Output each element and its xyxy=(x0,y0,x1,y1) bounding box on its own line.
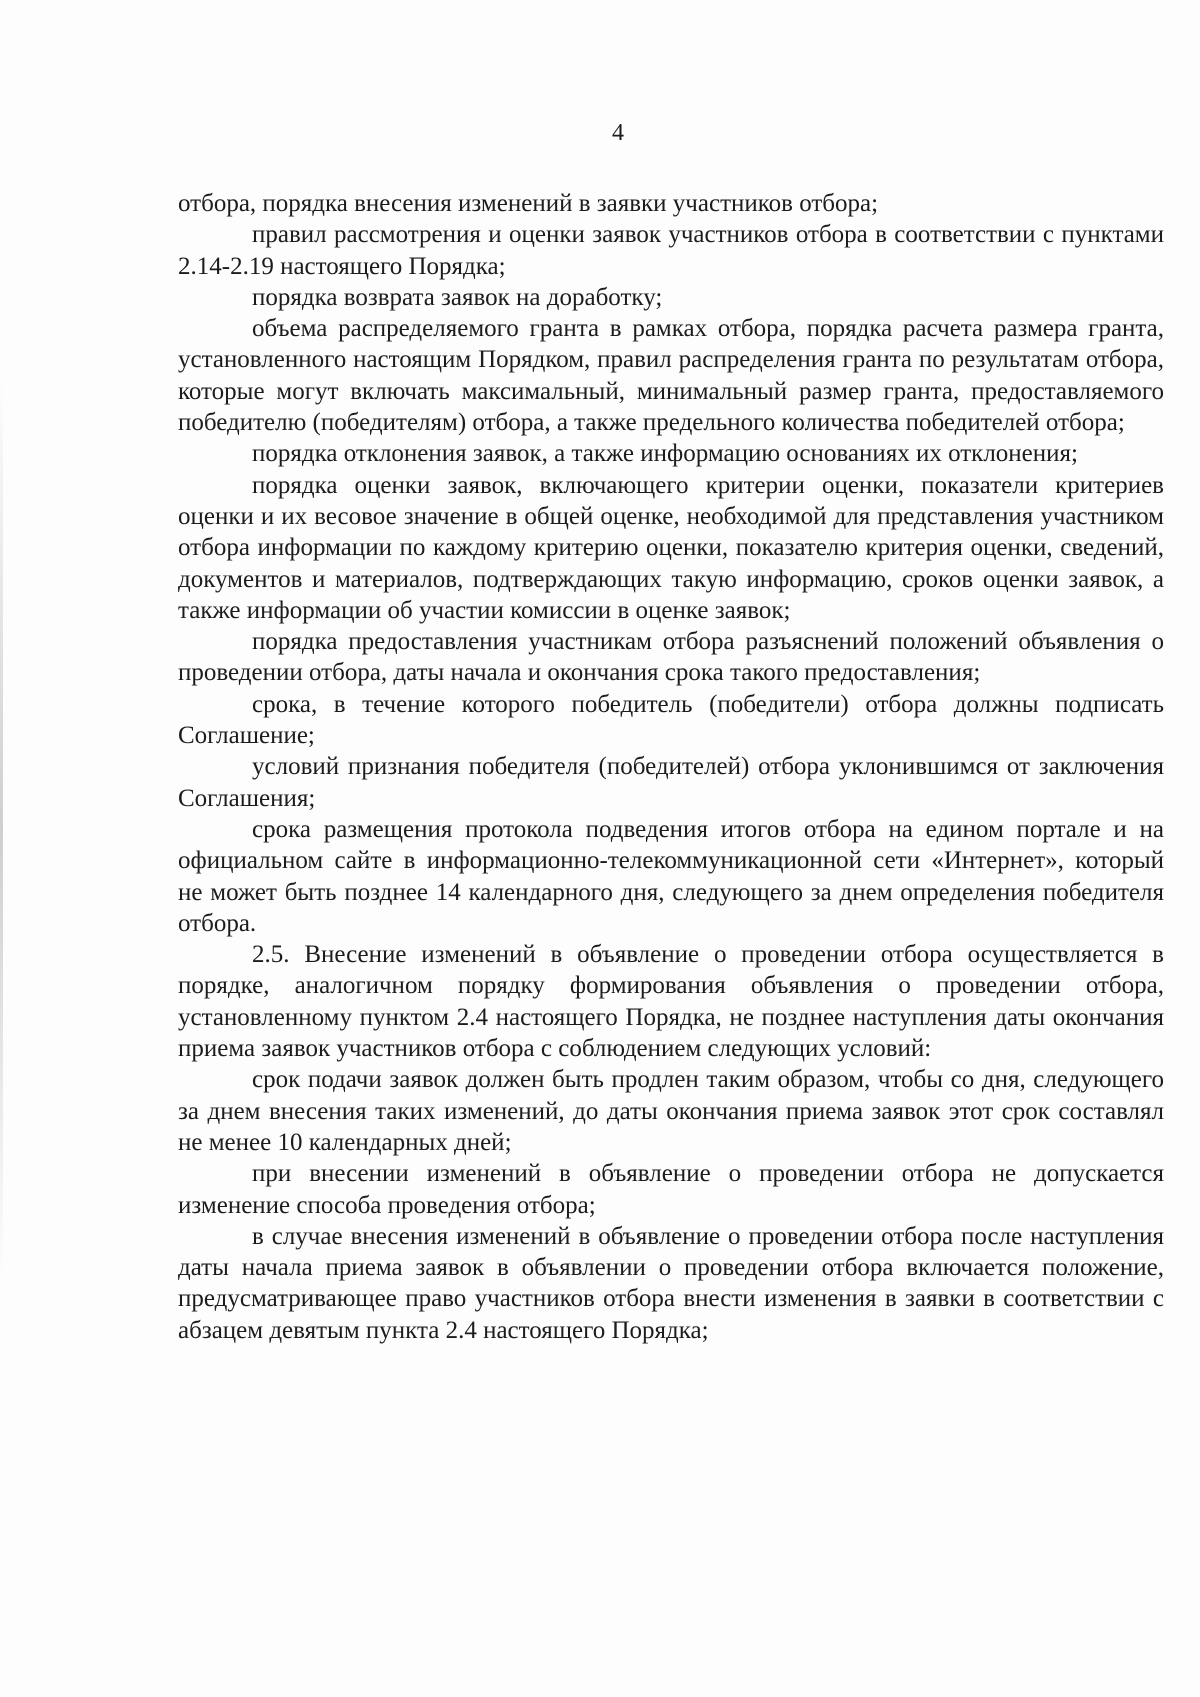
paragraph-evaluation-procedure: порядка оценки заявок, включающего критерии оценки, показатели критериев оценки и их весовое значение в общей оценке, необходимой для представления участником отбора информации по каждому критерию оценки, показателю критерия оценки, сведений, документов и материалов, подтверждающих такую информацию, сроков оценки заявок, а также информации об участии комиссии в оценке заявок; xyxy=(178,471,1164,624)
paragraph-grant-volume: объема распределяемого гранта в рамках отбора, порядка расчета размера гранта, установленного настоящим Порядком, правил распределения гранта по результатам отбора, которые могут включать максимальный, минимальный размер гранта, предоставляемого победителю (победителям) отбора, а также предельного количества победителей отбора; xyxy=(178,315,1164,437)
paragraph-application-changes: в случае внесения изменений в объявление о проведении отбора после наступления даты начала приема заявок в объявлении о проведении отбора включается положение, предусматривающее право участников отбора внести изменения в заявки в соответствии с абзацем девятым пункта 2.4 настоящего Порядка; xyxy=(178,1222,1164,1344)
paragraph-signing-term: срока, в течение которого победитель (победители) отбора должны подписать Соглашение; xyxy=(178,690,1164,750)
paragraph-clarifications: порядка предоставления участникам отбора разъяснений положений объявления о проведении отбора, даты начала и окончания срока такого предоставления; xyxy=(178,628,1164,687)
document-body xyxy=(178,188,1164,1346)
paragraph-review-rules: правил рассмотрения и оценки заявок участников отбора в соответствии с пунктами 2.14-2.19 настоящего Порядка; xyxy=(178,221,1164,280)
paragraph-rejection-procedure: порядка отклонения заявок, а также информацию основаниях их отклонения; xyxy=(252,440,1078,468)
scan-edge-shadow xyxy=(0,380,3,1280)
paragraph-section-2-5: 2.5. Внесение изменений в объявление о проведении отбора осуществляется в порядке, аналогичном порядку формирования объявления о проведении отбора, установленному пунктом 2.4 настоящего Порядка, не позднее наступления даты окончания приема заявок участников отбора с соблюдением следующих условий: xyxy=(178,941,1164,1063)
paragraph-return-procedure: порядка возврата заявок на доработку; xyxy=(252,283,663,311)
paragraph-deadline-extension: срок подачи заявок должен быть продлен таким образом, чтобы со дня, следующего за днем внесения таких изменений, до даты окончания приема заявок этот срок составлял не менее 10 календарных дней; xyxy=(178,1066,1164,1156)
paragraph-continuation: отбора, порядка внесения изменений в заявки участников отбора; xyxy=(178,190,879,217)
paragraph-method-change: при внесении изменений в объявление о проведении отбора не допускается изменение способа проведения отбора; xyxy=(178,1160,1164,1219)
page-number: 4 xyxy=(612,120,624,146)
paragraph-evasion-conditions: условий признания победителя (победителей) отбора уклонившимся от заключения Соглашения; xyxy=(178,753,1164,812)
paragraph-protocol-term: срока размещения протокола подведения итогов отбора на едином портале и на официальном сайте в информационно-телекоммуникационной сети «Интернет», который не может быть позднее 14 календарного дня, следующего за днем определения победителя отбора. xyxy=(178,815,1164,937)
